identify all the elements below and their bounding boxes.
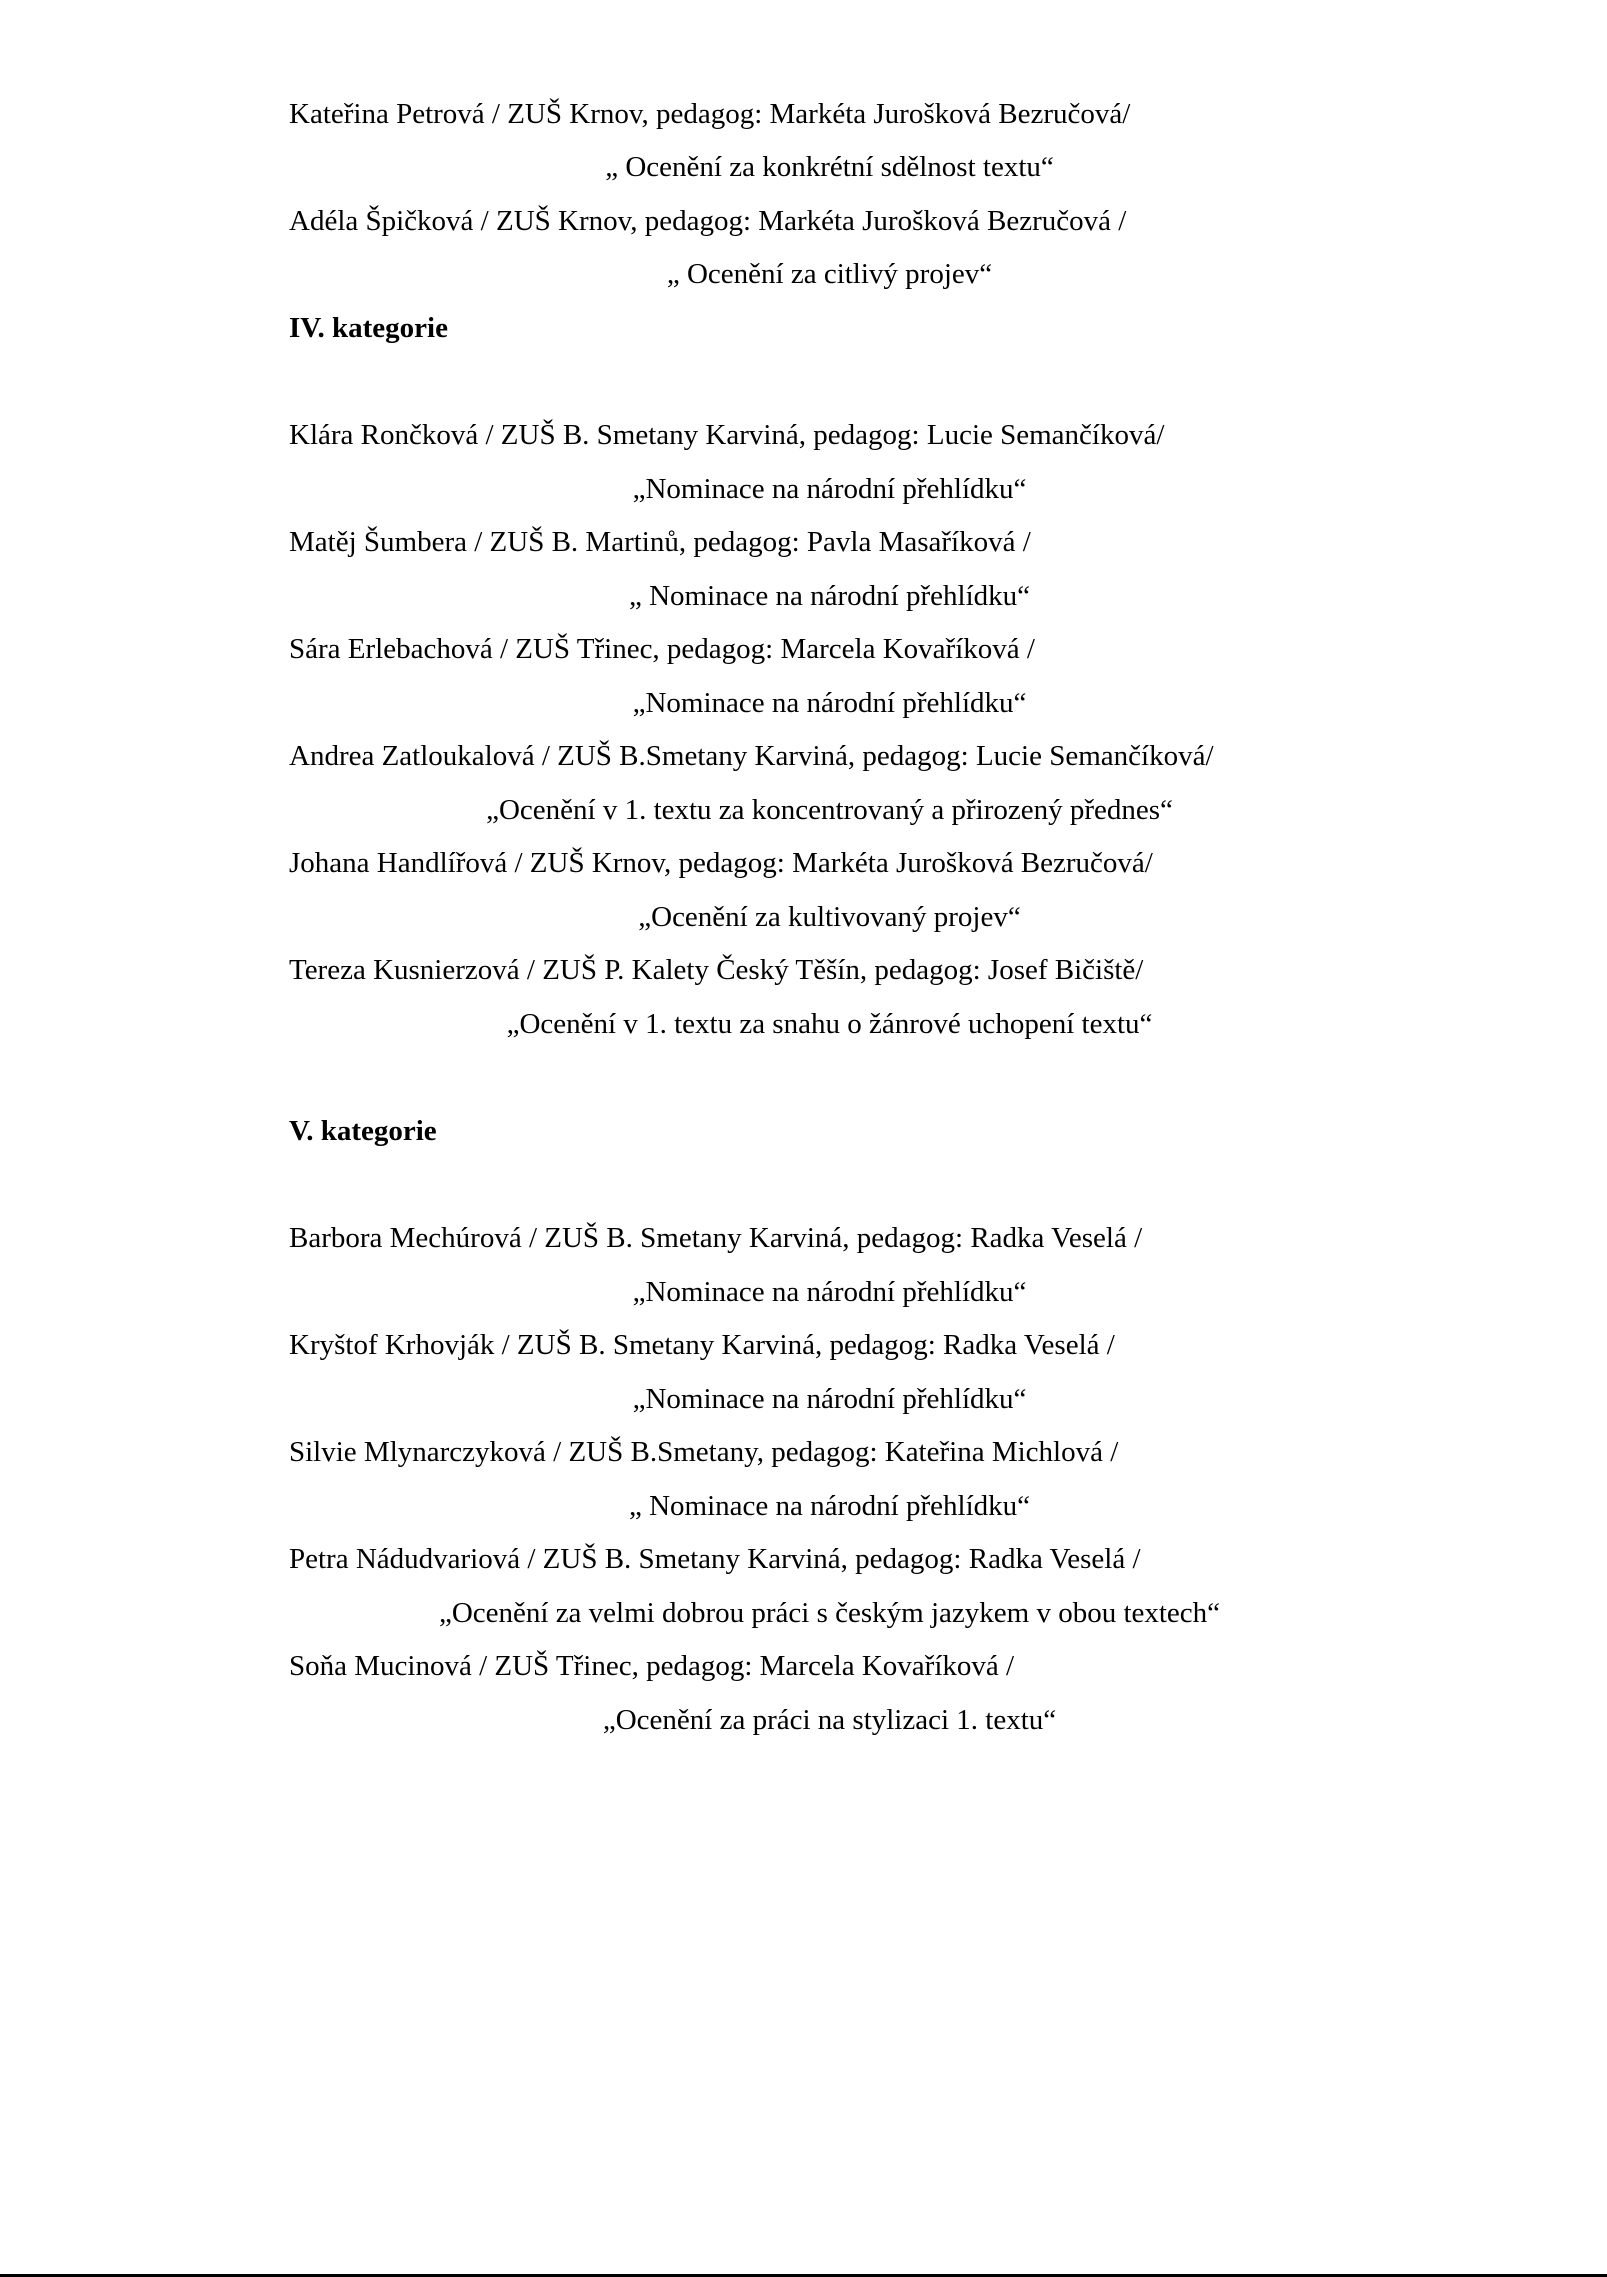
award-line: „Nominace na národní přehlídku“ — [632, 687, 1027, 719]
award-line: „Ocenění v 1. textu za koncentrovaný a přirozený přednes“ — [486, 794, 1173, 826]
entry-line: Soňa Mucinová / ZUŠ Třinec, pedagog: Marcela Kovaříková / — [289, 1650, 1015, 1682]
entry-line: Kryštof Krhovják / ZUŠ B. Smetany Karviná, pedagog: Radka Veselá / — [289, 1329, 1115, 1361]
award-line: „ Nominace na národní přehlídku“ — [628, 580, 1030, 612]
entry-line: Klára Rončková / ZUŠ B. Smetany Karviná, pedagog: Lucie Semančíková/ — [289, 419, 1165, 451]
section-heading: V. kategorie — [289, 1115, 437, 1147]
award-line: „Nominace na národní přehlídku“ — [632, 1276, 1027, 1308]
award-line: „Ocenění za práci na stylizaci 1. textu“ — [602, 1704, 1057, 1736]
entry-line: Tereza Kusnierzová / ZUŠ P. Kalety Český Těšín, pedagog: Josef Bičiště/ — [289, 954, 1144, 986]
entry-line: Barbora Mechúrová / ZUŠ B. Smetany Karviná, pedagog: Radka Veselá / — [289, 1222, 1143, 1254]
entry-line: Adéla Špičková / ZUŠ Krnov, pedagog: Markéta Jurošková Bezručová / — [289, 205, 1127, 237]
entry-line: Silvie Mlynarczyková / ZUŠ B.Smetany, pedagog: Kateřina Michlová / — [289, 1436, 1119, 1468]
entry-line: Sára Erlebachová / ZUŠ Třinec, pedagog: Marcela Kovaříková / — [289, 633, 1035, 665]
section-heading: IV. kategorie — [289, 312, 448, 344]
award-line: „Ocenění za kultivovaný projev“ — [638, 901, 1021, 933]
entry-line: Matěj Šumbera / ZUŠ B. Martinů, pedagog: Pavla Masaříková / — [289, 526, 1031, 558]
entry-line: Petra Nádudvariová / ZUŠ B. Smetany Karviná, pedagog: Radka Veselá / — [289, 1543, 1141, 1575]
award-line: „Ocenění za velmi dobrou práci s českým jazykem v obou textech“ — [438, 1597, 1221, 1629]
award-line: „Ocenění v 1. textu za snahu o žánrové uchopení textu“ — [506, 1008, 1153, 1040]
award-line: „Nominace na národní přehlídku“ — [632, 1383, 1027, 1415]
award-line: „ Nominace na národní přehlídku“ — [628, 1490, 1030, 1522]
entry-line: Johana Handlířová / ZUŠ Krnov, pedagog: Markéta Jurošková Bezručová/ — [289, 847, 1153, 879]
entry-line: Kateřina Petrová / ZUŠ Krnov, pedagog: Markéta Jurošková Bezručová/ — [289, 98, 1131, 130]
award-line: „ Ocenění za konkrétní sdělnost textu“ — [605, 151, 1054, 183]
award-line: „ Ocenění za citlivý projev“ — [666, 258, 993, 290]
award-line: „Nominace na národní přehlídku“ — [632, 473, 1027, 505]
entry-line: Andrea Zatloukalová / ZUŠ B.Smetany Karviná, pedagog: Lucie Semančíková/ — [289, 740, 1214, 772]
